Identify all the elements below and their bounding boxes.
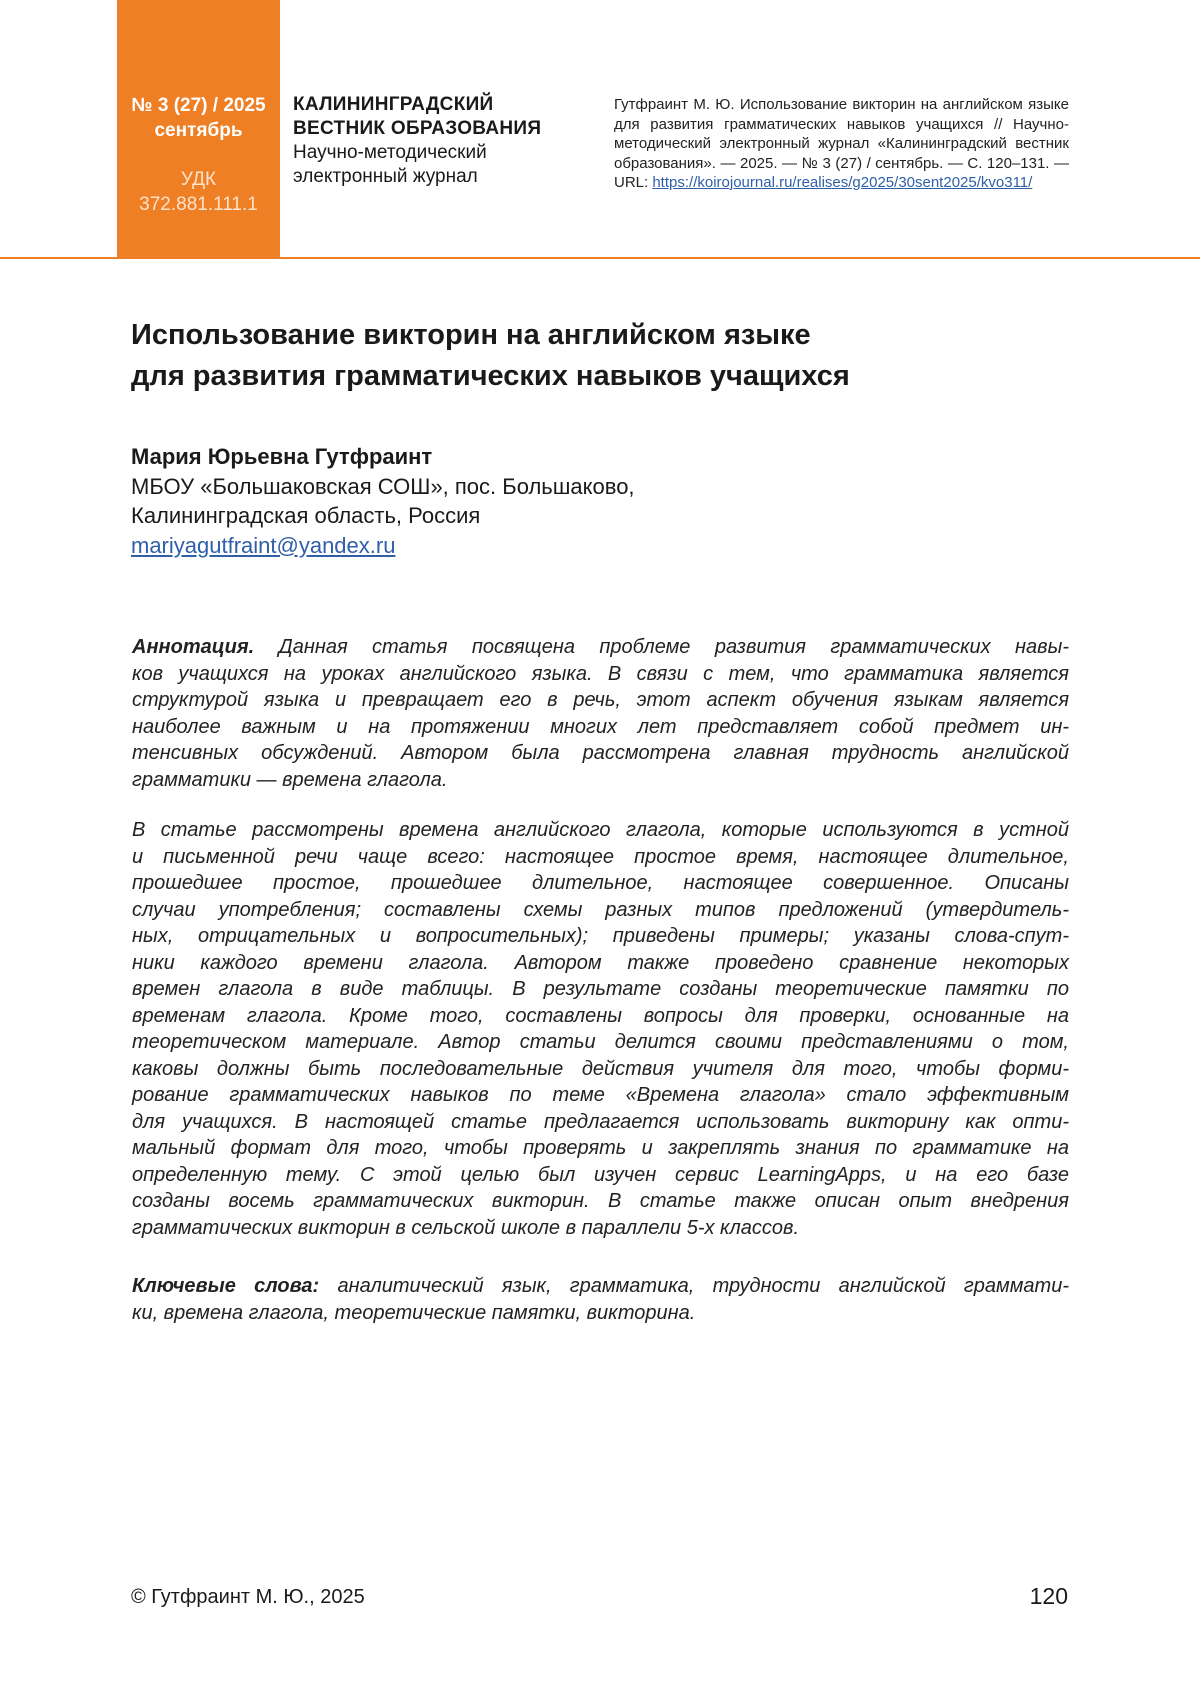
author-email-link[interactable]: mariyagutfraint@yandex.ru [131,532,396,558]
affiliation-line-2: Калининградская область, Россия [131,503,481,528]
page-number: 120 [1029,1583,1068,1609]
text-line [132,1215,1069,1242]
udk-label: УДК [180,169,217,190]
text-line [132,897,1069,924]
abstract-continued [132,817,1069,1241]
text-line [132,1273,1069,1300]
text-line [132,950,1069,977]
text-line [132,923,1069,950]
journal-title-line-2: ВЕСТНИК ОБРАЗОВАНИЯ [293,118,542,139]
article-title [131,315,850,397]
issue-month: сентябрь [154,120,243,141]
line-text: случаи употребления; составлены схемы разных типов предложений (утвердитель- [132,898,1069,921]
line-text: В статье рассмотрены времена английского глагола, которые используются в устной [132,819,1069,841]
udk-value: 372.881.111.1 [139,194,258,215]
line-text: ных, отрицательных и вопросительных); приведены примеры; указаны слова-спут- [132,925,1069,947]
citation-link[interactable]: https://koirojournal.ru/realises/g2025/30sent2025/kvo311/ [652,174,1033,191]
author-block [131,442,635,560]
text-line [132,1188,1069,1215]
line-text: грамматики — времена глагола. [132,768,448,791]
text-line [132,1300,1069,1327]
issue-info [117,93,280,143]
text-line [132,1082,1069,1109]
line-text: теоретическом материале. Автор статьи делится своими представлениями о том, [132,1031,1069,1053]
line-text: структурой языка и превращает его в речь, этот аспект обучения языкам является [132,689,1069,711]
text-line [132,1003,1069,1030]
line-text: и письменной речи чаще всего: настоящее простое время, настоящее длительное, [132,845,1069,868]
text-line [132,1056,1069,1083]
udk [117,167,280,217]
journal-name [293,93,541,189]
text-line [132,740,1069,767]
journal-subtitle-line-2: электронный журнал [293,166,478,187]
line-text: каковы должны быть последовательные действия учителя для того, чтобы форми- [132,1057,1069,1080]
text-line [132,976,1069,1003]
line-text: созданы восемь грамматических викторин. В статье также описан опыт внедрения [132,1190,1069,1212]
line-text: наиболее важным и на протяжении многих лет представляет собой предмет ин- [132,715,1069,738]
text-line [132,817,1069,844]
line-text: ков учащихся на уроках английского языка. В связи с тем, что грамматика является [132,662,1069,685]
line-text: прошедшее простое, прошедшее длительное, настоящее совершенное. Описаны [132,872,1069,894]
text-line [132,1162,1069,1189]
journal-title-line-1: КАЛИНИНГРАДСКИЙ [293,94,494,115]
line-text: тенсивных обсуждений. Автором была рассмотрена главная трудность английской [132,742,1069,764]
line-text: ники каждого времени глагола. Автором также проведено сравнение некоторых [132,951,1069,974]
text-line [132,661,1069,688]
text-line [132,1029,1069,1056]
affiliation-line-1: МБОУ «Большаковская СОШ», пос. Большаково, [131,473,635,499]
citation [614,95,1069,193]
text-line [132,1109,1069,1136]
article-title-line-2: для развития грамматических навыков учащихся [131,360,850,392]
journal-subtitle-line-1: Научно-методический [293,142,487,163]
text-line [132,634,1069,661]
text-line [132,870,1069,897]
text-line [132,844,1069,871]
line-text: рование грамматических навыков по теме «Времена глагола» стало эффективным [132,1084,1069,1106]
citation-text: Гутфраинт М. Ю. Использование викторин на английском языке для развития грамматических навыков учащихся // Научно-методический электронный журнал «Калининградский вестник образования». — 2025. — № 3 (27) / сентябрь. — С. 120–131. — URL: [614,96,1069,191]
text-line [132,767,1069,794]
keywords [132,1273,1069,1326]
line-text: определенную тему. С этой целью был изучен сервис LearningApps, и на его базе [132,1163,1069,1186]
section-label: Аннотация. [132,636,255,658]
article-title-line-1: Использование викторин на английском языке [131,319,811,351]
text-line [132,1135,1069,1162]
line-text: времен глагола в виде таблицы. В результате созданы теоретические памятки по [132,978,1069,1000]
line-text: Данная статья посвящена проблеме развития грамматических навы- [254,636,1069,658]
text-line [132,714,1069,741]
line-text: грамматических викторин в сельской школе в параллели 5-х классов. [132,1216,800,1239]
line-text: ки, времена глагола, теоретические памятки, викторина. [132,1301,696,1324]
section-label: Ключевые слова: [132,1275,320,1297]
line-text: временам глагола. Кроме того, составлены вопросы для проверки, основанные на [132,1004,1069,1027]
line-text: мальный формат для того, чтобы проверять и закреплять знания по грамматике на [132,1137,1069,1159]
issue-number: № 3 (27) / 2025 [131,95,266,116]
line-text: аналитический язык, грамматика, трудности английской граммати- [319,1275,1069,1297]
abstract [132,634,1069,793]
text-line [132,687,1069,714]
copyright: © Гутфраинт М. Ю., 2025 [131,1586,365,1608]
header-divider [0,257,1200,259]
line-text: для учащихся. В настоящей статье предлагается использовать викторину как опти- [132,1110,1069,1133]
author-name: Мария Юрьевна Гутфраинт [131,444,433,469]
